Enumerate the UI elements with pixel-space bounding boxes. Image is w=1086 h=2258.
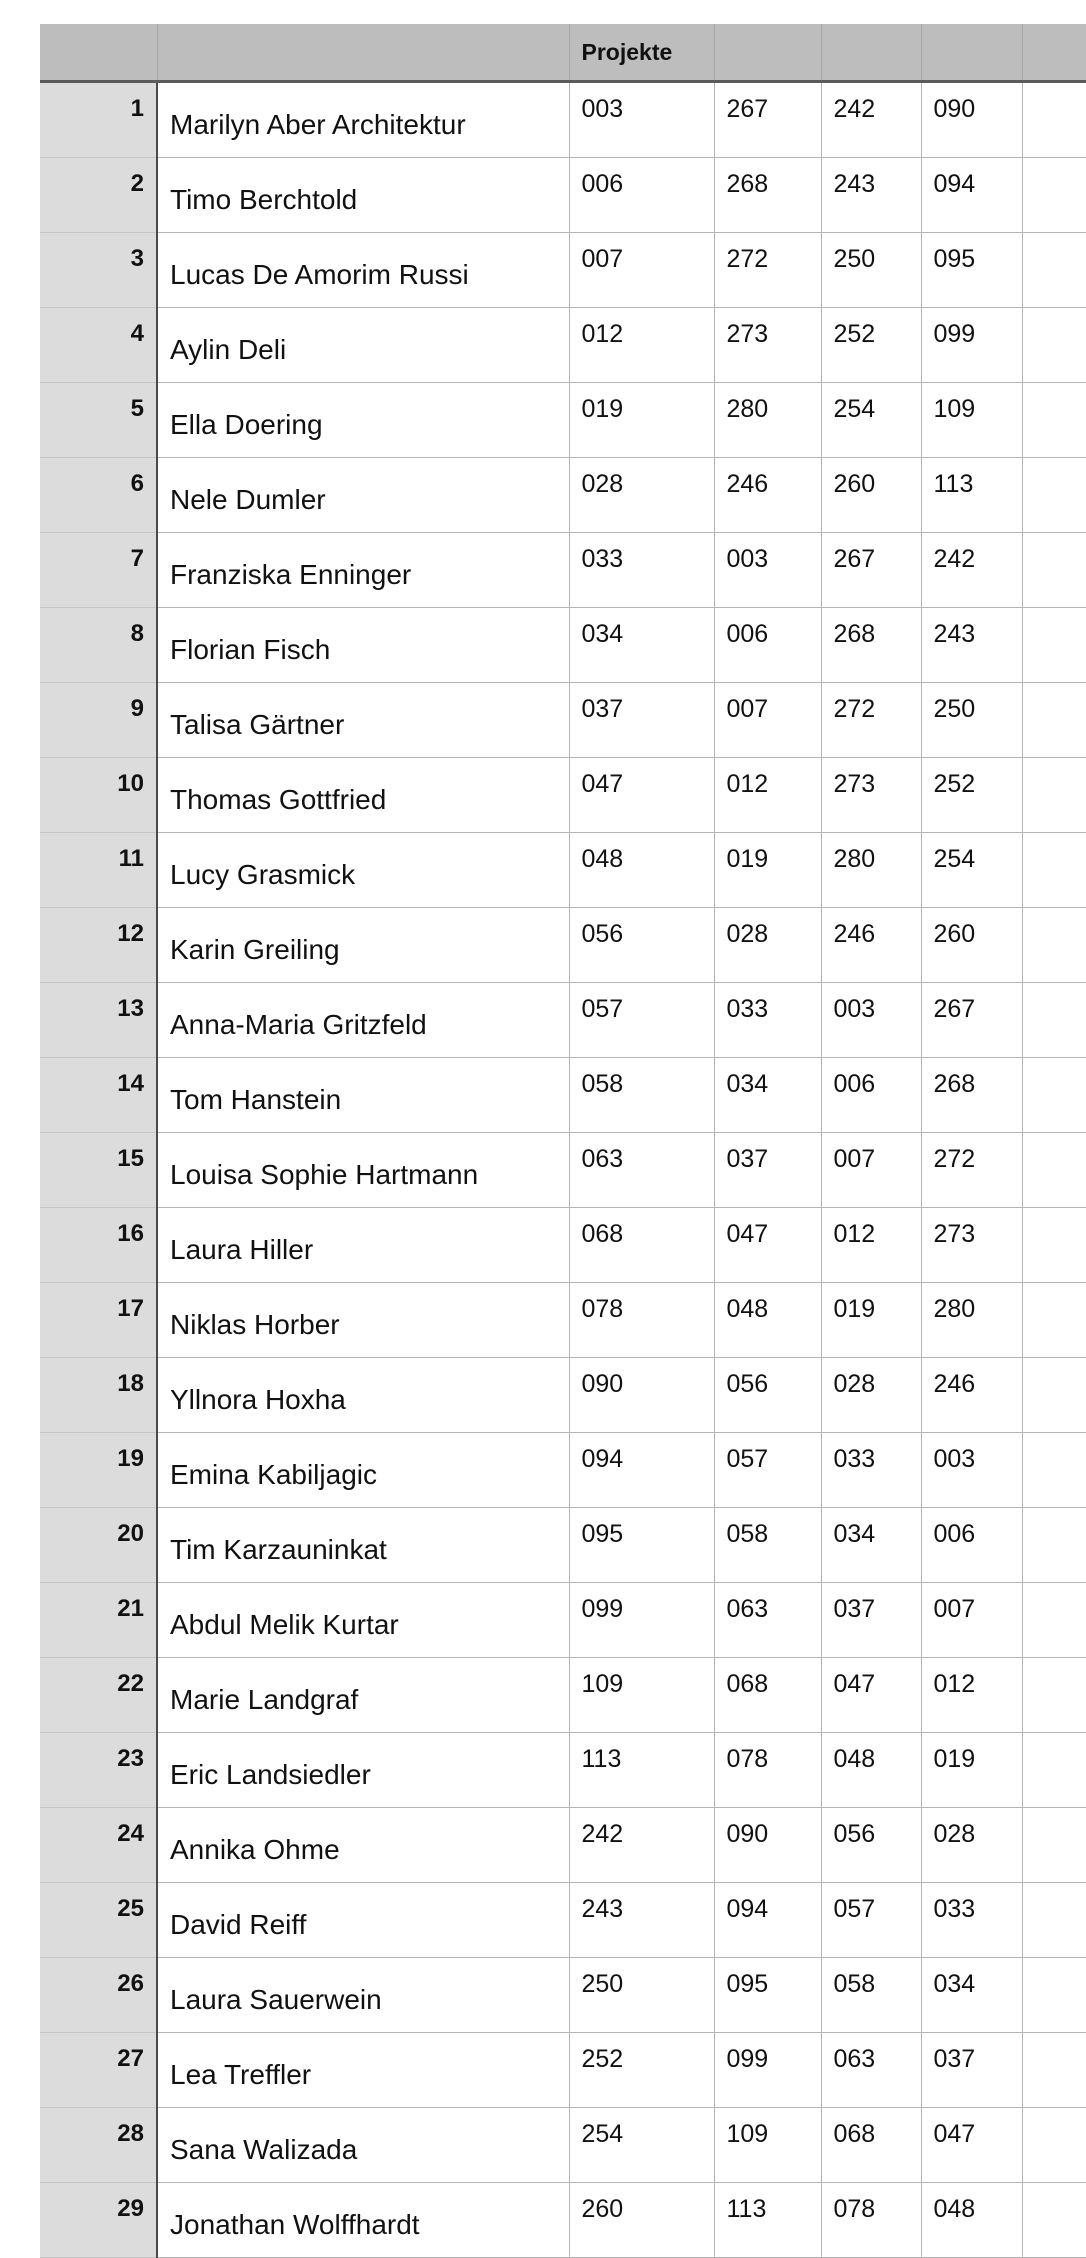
project-cell-1[interactable]: 254 — [569, 2108, 714, 2183]
name-cell[interactable]: Tim Karzauninkat — [157, 1508, 569, 1583]
project-cell-4[interactable]: 003 — [921, 1433, 1022, 1508]
empty-cell[interactable] — [1022, 1058, 1086, 1133]
empty-cell[interactable] — [1022, 308, 1086, 383]
project-cell-1[interactable]: 047 — [569, 758, 714, 833]
name-cell[interactable]: Franziska Enninger — [157, 533, 569, 608]
table-row — [40, 908, 1086, 983]
project-cell-3[interactable]: 056 — [821, 1808, 921, 1883]
project-cell-3[interactable]: 003 — [821, 983, 921, 1058]
project-cell-2[interactable]: 272 — [714, 233, 821, 308]
row-number: 7 — [40, 533, 157, 608]
empty-cell[interactable] — [1022, 1658, 1086, 1733]
table-row — [40, 683, 1086, 758]
project-cell-2[interactable]: 037 — [714, 1133, 821, 1208]
empty-cell[interactable] — [1022, 1433, 1086, 1508]
project-cell-1[interactable]: 242 — [569, 1808, 714, 1883]
table-row — [40, 1958, 1086, 2033]
project-cell-4[interactable]: 012 — [921, 1658, 1022, 1733]
row-number: 13 — [40, 983, 157, 1058]
project-cell-3[interactable]: 047 — [821, 1658, 921, 1733]
name-cell[interactable]: Annika Ohme — [157, 1808, 569, 1883]
project-cell-2[interactable]: 047 — [714, 1208, 821, 1283]
project-cell-3[interactable]: 019 — [821, 1283, 921, 1358]
project-cell-3[interactable]: 012 — [821, 1208, 921, 1283]
empty-cell[interactable] — [1022, 908, 1086, 983]
project-cell-2[interactable]: 012 — [714, 758, 821, 833]
empty-cell[interactable] — [1022, 1808, 1086, 1883]
table-row — [40, 2183, 1086, 2258]
name-cell[interactable]: Lea Treffler — [157, 2033, 569, 2108]
table-row — [40, 82, 1086, 158]
table-row — [40, 158, 1086, 233]
project-cell-4[interactable]: 280 — [921, 1283, 1022, 1358]
name-cell[interactable]: Laura Hiller — [157, 1208, 569, 1283]
project-cell-2[interactable]: 095 — [714, 1958, 821, 2033]
project-cell-1[interactable]: 003 — [569, 82, 714, 158]
header-cell-6[interactable] — [921, 24, 1022, 82]
project-cell-4[interactable]: 037 — [921, 2033, 1022, 2108]
row-number: 9 — [40, 683, 157, 758]
empty-cell[interactable] — [1022, 1283, 1086, 1358]
empty-cell[interactable] — [1022, 1583, 1086, 1658]
project-cell-3[interactable]: 254 — [821, 383, 921, 458]
row-number: 17 — [40, 1283, 157, 1358]
project-cell-3[interactable]: 006 — [821, 1058, 921, 1133]
row-number: 10 — [40, 758, 157, 833]
project-cell-2[interactable]: 090 — [714, 1808, 821, 1883]
empty-cell[interactable] — [1022, 833, 1086, 908]
project-cell-1[interactable]: 019 — [569, 383, 714, 458]
project-cell-1[interactable]: 243 — [569, 1883, 714, 1958]
table-row — [40, 1358, 1086, 1433]
project-cell-1[interactable]: 090 — [569, 1358, 714, 1433]
table-row — [40, 1658, 1086, 1733]
header-cell-projekte[interactable]: Projekte — [569, 24, 714, 82]
project-cell-4[interactable]: 242 — [921, 533, 1022, 608]
project-cell-2[interactable]: 267 — [714, 82, 821, 158]
empty-cell[interactable] — [1022, 2183, 1086, 2258]
row-number: 14 — [40, 1058, 157, 1133]
empty-cell[interactable] — [1022, 158, 1086, 233]
row-number: 18 — [40, 1358, 157, 1433]
project-cell-1[interactable]: 063 — [569, 1133, 714, 1208]
project-cell-1[interactable]: 068 — [569, 1208, 714, 1283]
name-cell[interactable]: Nele Dumler — [157, 458, 569, 533]
row-number: 25 — [40, 1883, 157, 1958]
row-number: 3 — [40, 233, 157, 308]
table-row — [40, 1433, 1086, 1508]
project-cell-4[interactable]: 252 — [921, 758, 1022, 833]
empty-cell[interactable] — [1022, 983, 1086, 1058]
spreadsheet — [40, 24, 1086, 2258]
row-number: 26 — [40, 1958, 157, 2033]
table-row — [40, 1508, 1086, 1583]
project-cell-4[interactable]: 099 — [921, 308, 1022, 383]
empty-cell[interactable] — [1022, 683, 1086, 758]
name-cell[interactable]: Yllnora Hoxha — [157, 1358, 569, 1433]
name-cell[interactable]: Emina Kabiljagic — [157, 1433, 569, 1508]
project-cell-2[interactable]: 028 — [714, 908, 821, 983]
empty-cell[interactable] — [1022, 1958, 1086, 2033]
project-cell-2[interactable]: 019 — [714, 833, 821, 908]
header-cell-name[interactable] — [157, 24, 569, 82]
name-cell[interactable]: Jonathan Wolffhardt — [157, 2183, 569, 2258]
project-cell-4[interactable]: 246 — [921, 1358, 1022, 1433]
table-row — [40, 1058, 1086, 1133]
table-row — [40, 833, 1086, 908]
table-row — [40, 608, 1086, 683]
project-cell-4[interactable]: 047 — [921, 2108, 1022, 2183]
project-cell-4[interactable]: 033 — [921, 1883, 1022, 1958]
project-cell-4[interactable]: 028 — [921, 1808, 1022, 1883]
project-cell-1[interactable]: 037 — [569, 683, 714, 758]
project-cell-2[interactable]: 033 — [714, 983, 821, 1058]
project-cell-2[interactable]: 048 — [714, 1283, 821, 1358]
project-cell-1[interactable]: 057 — [569, 983, 714, 1058]
name-cell[interactable]: Laura Sauerwein — [157, 1958, 569, 2033]
project-cell-4[interactable]: 007 — [921, 1583, 1022, 1658]
project-cell-1[interactable]: 252 — [569, 2033, 714, 2108]
table-row — [40, 1133, 1086, 1208]
project-cell-2[interactable]: 057 — [714, 1433, 821, 1508]
empty-cell[interactable] — [1022, 2108, 1086, 2183]
project-cell-4[interactable]: 094 — [921, 158, 1022, 233]
header-cell-rownum[interactable] — [40, 24, 157, 82]
row-number: 28 — [40, 2108, 157, 2183]
project-cell-2[interactable]: 056 — [714, 1358, 821, 1433]
project-cell-3[interactable]: 252 — [821, 308, 921, 383]
empty-cell[interactable] — [1022, 1208, 1086, 1283]
empty-cell[interactable] — [1022, 2033, 1086, 2108]
header-row — [40, 24, 1086, 82]
empty-cell[interactable] — [1022, 233, 1086, 308]
project-cell-2[interactable]: 099 — [714, 2033, 821, 2108]
row-number: 29 — [40, 2183, 157, 2258]
name-cell[interactable]: Lucy Grasmick — [157, 833, 569, 908]
project-cell-2[interactable]: 007 — [714, 683, 821, 758]
project-cell-4[interactable]: 109 — [921, 383, 1022, 458]
project-cell-1[interactable]: 056 — [569, 908, 714, 983]
project-cell-2[interactable]: 280 — [714, 383, 821, 458]
row-number: 12 — [40, 908, 157, 983]
project-cell-1[interactable]: 078 — [569, 1283, 714, 1358]
project-cell-1[interactable]: 095 — [569, 1508, 714, 1583]
project-cell-3[interactable]: 034 — [821, 1508, 921, 1583]
project-cell-3[interactable]: 058 — [821, 1958, 921, 2033]
project-cell-3[interactable]: 273 — [821, 758, 921, 833]
project-cell-4[interactable]: 006 — [921, 1508, 1022, 1583]
project-cell-1[interactable]: 012 — [569, 308, 714, 383]
name-cell[interactable]: Lucas De Amorim Russi — [157, 233, 569, 308]
empty-cell[interactable] — [1022, 608, 1086, 683]
project-cell-4[interactable]: 260 — [921, 908, 1022, 983]
table-row — [40, 458, 1086, 533]
table-row — [40, 308, 1086, 383]
name-cell[interactable]: Marilyn Aber Architektur — [157, 82, 569, 158]
project-cell-4[interactable]: 113 — [921, 458, 1022, 533]
project-cell-1[interactable]: 260 — [569, 2183, 714, 2258]
project-cell-4[interactable]: 273 — [921, 1208, 1022, 1283]
table-row — [40, 383, 1086, 458]
name-cell[interactable]: Timo Berchtold — [157, 158, 569, 233]
project-cell-4[interactable]: 019 — [921, 1733, 1022, 1808]
row-number: 4 — [40, 308, 157, 383]
empty-cell[interactable] — [1022, 458, 1086, 533]
table-row — [40, 1208, 1086, 1283]
table-row — [40, 1583, 1086, 1658]
name-cell[interactable]: Tom Hanstein — [157, 1058, 569, 1133]
project-cell-2[interactable]: 113 — [714, 2183, 821, 2258]
row-number: 1 — [40, 82, 157, 158]
project-cell-3[interactable]: 272 — [821, 683, 921, 758]
project-cell-4[interactable]: 272 — [921, 1133, 1022, 1208]
project-cell-3[interactable]: 242 — [821, 82, 921, 158]
name-cell[interactable]: Eric Landsiedler — [157, 1733, 569, 1808]
header-cell-4[interactable] — [714, 24, 821, 82]
table-row — [40, 1808, 1086, 1883]
project-cell-3[interactable]: 007 — [821, 1133, 921, 1208]
row-number: 21 — [40, 1583, 157, 1658]
table-row — [40, 1283, 1086, 1358]
project-cell-1[interactable]: 058 — [569, 1058, 714, 1133]
row-number: 20 — [40, 1508, 157, 1583]
empty-cell[interactable] — [1022, 1883, 1086, 1958]
empty-cell[interactable] — [1022, 1133, 1086, 1208]
table-row — [40, 533, 1086, 608]
project-cell-3[interactable]: 250 — [821, 233, 921, 308]
header-cell-7[interactable] — [1022, 24, 1086, 82]
row-number: 2 — [40, 158, 157, 233]
row-number: 23 — [40, 1733, 157, 1808]
name-cell[interactable]: Aylin Deli — [157, 308, 569, 383]
project-cell-2[interactable]: 003 — [714, 533, 821, 608]
empty-cell[interactable] — [1022, 533, 1086, 608]
row-number: 15 — [40, 1133, 157, 1208]
name-cell[interactable]: Niklas Horber — [157, 1283, 569, 1358]
project-cell-4[interactable]: 267 — [921, 983, 1022, 1058]
project-cell-2[interactable]: 006 — [714, 608, 821, 683]
row-number: 22 — [40, 1658, 157, 1733]
project-cell-4[interactable]: 048 — [921, 2183, 1022, 2258]
project-cell-3[interactable]: 260 — [821, 458, 921, 533]
table-row — [40, 2033, 1086, 2108]
name-cell[interactable]: Thomas Gottfried — [157, 758, 569, 833]
project-cell-2[interactable]: 268 — [714, 158, 821, 233]
project-cell-4[interactable]: 268 — [921, 1058, 1022, 1133]
project-cell-2[interactable]: 068 — [714, 1658, 821, 1733]
name-cell[interactable]: Florian Fisch — [157, 608, 569, 683]
project-cell-3[interactable]: 078 — [821, 2183, 921, 2258]
project-cell-2[interactable]: 058 — [714, 1508, 821, 1583]
project-cell-3[interactable]: 028 — [821, 1358, 921, 1433]
project-cell-4[interactable]: 095 — [921, 233, 1022, 308]
project-cell-3[interactable]: 267 — [821, 533, 921, 608]
project-cell-2[interactable]: 078 — [714, 1733, 821, 1808]
table-body — [40, 82, 1086, 2258]
project-cell-3[interactable]: 280 — [821, 833, 921, 908]
project-cell-3[interactable]: 037 — [821, 1583, 921, 1658]
project-cell-1[interactable]: 250 — [569, 1958, 714, 2033]
project-cell-1[interactable]: 094 — [569, 1433, 714, 1508]
row-number: 16 — [40, 1208, 157, 1283]
table-row — [40, 2108, 1086, 2183]
project-cell-3[interactable]: 048 — [821, 1733, 921, 1808]
table-row — [40, 983, 1086, 1058]
project-cell-1[interactable]: 028 — [569, 458, 714, 533]
project-cell-1[interactable]: 048 — [569, 833, 714, 908]
spreadsheet-table — [40, 24, 1086, 2258]
project-cell-4[interactable]: 090 — [921, 82, 1022, 158]
project-cell-1[interactable]: 113 — [569, 1733, 714, 1808]
name-cell[interactable]: David Reiff — [157, 1883, 569, 1958]
table-row — [40, 233, 1086, 308]
name-cell[interactable]: Anna-Maria Gritzfeld — [157, 983, 569, 1058]
project-cell-2[interactable]: 063 — [714, 1583, 821, 1658]
empty-cell[interactable] — [1022, 383, 1086, 458]
row-number: 27 — [40, 2033, 157, 2108]
name-cell[interactable]: Abdul Melik Kurtar — [157, 1583, 569, 1658]
name-cell[interactable]: Sana Walizada — [157, 2108, 569, 2183]
project-cell-2[interactable]: 246 — [714, 458, 821, 533]
row-number: 6 — [40, 458, 157, 533]
name-cell[interactable]: Marie Landgraf — [157, 1658, 569, 1733]
row-number: 24 — [40, 1808, 157, 1883]
name-cell[interactable]: Louisa Sophie Hartmann — [157, 1133, 569, 1208]
project-cell-3[interactable]: 243 — [821, 158, 921, 233]
table-row — [40, 1733, 1086, 1808]
project-cell-4[interactable]: 254 — [921, 833, 1022, 908]
project-cell-2[interactable]: 094 — [714, 1883, 821, 1958]
empty-cell[interactable] — [1022, 1508, 1086, 1583]
project-cell-3[interactable]: 268 — [821, 608, 921, 683]
project-cell-3[interactable]: 033 — [821, 1433, 921, 1508]
name-cell[interactable]: Ella Doering — [157, 383, 569, 458]
project-cell-1[interactable]: 007 — [569, 233, 714, 308]
project-cell-4[interactable]: 243 — [921, 608, 1022, 683]
project-cell-3[interactable]: 063 — [821, 2033, 921, 2108]
project-cell-4[interactable]: 034 — [921, 1958, 1022, 2033]
empty-cell[interactable] — [1022, 1733, 1086, 1808]
project-cell-2[interactable]: 273 — [714, 308, 821, 383]
empty-cell[interactable] — [1022, 1358, 1086, 1433]
header-cell-5[interactable] — [821, 24, 921, 82]
project-cell-3[interactable]: 246 — [821, 908, 921, 983]
project-cell-4[interactable]: 250 — [921, 683, 1022, 758]
project-cell-1[interactable]: 034 — [569, 608, 714, 683]
project-cell-2[interactable]: 034 — [714, 1058, 821, 1133]
project-cell-3[interactable]: 057 — [821, 1883, 921, 1958]
row-number: 8 — [40, 608, 157, 683]
row-number: 5 — [40, 383, 157, 458]
project-cell-1[interactable]: 006 — [569, 158, 714, 233]
row-number: 11 — [40, 833, 157, 908]
table-row — [40, 1883, 1086, 1958]
project-cell-3[interactable]: 068 — [821, 2108, 921, 2183]
empty-cell[interactable] — [1022, 82, 1086, 158]
empty-cell[interactable] — [1022, 758, 1086, 833]
name-cell[interactable]: Karin Greiling — [157, 908, 569, 983]
table-row — [40, 758, 1086, 833]
project-cell-1[interactable]: 099 — [569, 1583, 714, 1658]
project-cell-1[interactable]: 033 — [569, 533, 714, 608]
row-number: 19 — [40, 1433, 157, 1508]
project-cell-2[interactable]: 109 — [714, 2108, 821, 2183]
name-cell[interactable]: Talisa Gärtner — [157, 683, 569, 758]
project-cell-1[interactable]: 109 — [569, 1658, 714, 1733]
